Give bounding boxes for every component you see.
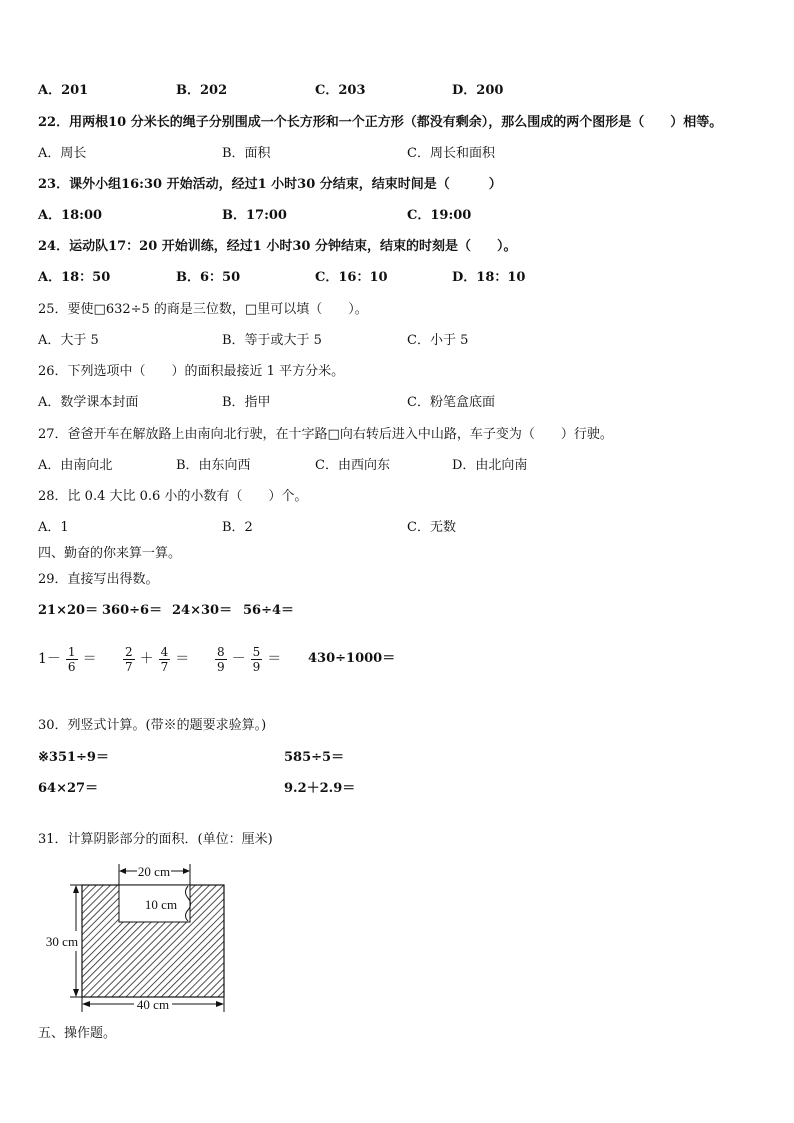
section-5-heading: 五、操作题。 xyxy=(38,1026,117,1041)
q27-option-c: C．由西向东 xyxy=(315,458,390,473)
fraction xyxy=(66,645,78,674)
q23-option-c: C．19:00 xyxy=(407,208,472,223)
q22-option-b: B．面积 xyxy=(222,146,271,161)
q29-expr-3: 24×30＝ xyxy=(172,603,233,618)
q28-stem: 28．比 0.4 大比 0.6 小的小数有（ ）个。 xyxy=(38,489,308,504)
inner-dim-label: 10 cm xyxy=(144,897,178,912)
q30-stem: 30．列竖式计算。(带※的题要求验算。) xyxy=(38,718,267,733)
q24-option-d: D．18：10 xyxy=(452,270,526,285)
top-dim-arrow-left xyxy=(119,868,126,874)
denominator: 9 xyxy=(252,659,261,674)
denominator: 7 xyxy=(125,659,133,674)
q28-option-c: C．无数 xyxy=(407,520,456,535)
equals: ＝ xyxy=(267,651,282,667)
q26-option-a: A．数学课本封面 xyxy=(38,395,139,410)
fraction xyxy=(215,645,227,674)
top-dim-label: 20 cm xyxy=(137,864,171,879)
q24-option-c: C．16：10 xyxy=(315,270,388,285)
numerator: 4 xyxy=(160,644,169,659)
q29-expr-2: 360÷6＝ xyxy=(102,603,163,618)
bottom-dim-label: 40 cm xyxy=(136,997,170,1012)
q21-option-c: C．203 xyxy=(315,83,366,98)
operator: － xyxy=(231,651,246,667)
q22-option-a: A．周长 xyxy=(38,146,87,161)
numerator: 8 xyxy=(217,644,225,659)
q27-option-d: D．由北向南 xyxy=(452,458,528,473)
q29-stem: 29．直接写出得数。 xyxy=(38,572,159,587)
q25-option-b: B．等于或大于 5 xyxy=(222,333,322,348)
q31-stem: 31．计算阴影部分的面积．(单位：厘米) xyxy=(38,832,273,847)
q28-option-a: A．1 xyxy=(38,520,69,535)
top-dim-arrow-right xyxy=(183,868,190,874)
q27-option-b: B．由东向西 xyxy=(176,458,251,473)
equals: ＝ xyxy=(82,651,97,667)
q21-option-a: A．201 xyxy=(38,83,89,98)
fraction xyxy=(123,645,135,674)
left-dim-arrow-bottom xyxy=(73,989,79,997)
bottom-dim-arrow-left xyxy=(82,1001,90,1007)
shaded-area-figure xyxy=(40,856,240,1021)
section-4-heading: 四、勤奋的你来算一算。 xyxy=(38,546,182,561)
q24-option-b: B．6：50 xyxy=(176,270,241,285)
q30-item-1: ※351÷9＝ xyxy=(38,750,109,765)
q23-option-a: A．18:00 xyxy=(38,208,103,223)
q24-stem: 24．运动队17：20 开始训练，经过1 小时30 分钟结束，结束的时刻是（ ）。 xyxy=(38,239,517,254)
denominator: 6 xyxy=(67,659,76,674)
denominator: 7 xyxy=(160,659,169,674)
q22-option-c: C．周长和面积 xyxy=(407,146,495,161)
numerator: 5 xyxy=(252,644,261,659)
denominator: 9 xyxy=(217,659,225,674)
numerator: 2 xyxy=(125,644,133,659)
q22-stem: 22．用两根10 分米长的绳子分别围成一个长方形和一个正方形（都没有剩余），那么围成的两个图形是（ ）相等。 xyxy=(38,115,723,130)
fraction xyxy=(251,645,263,674)
q30-item-2: 585÷5＝ xyxy=(284,750,345,765)
left-dim-arrow-top xyxy=(73,885,79,893)
q29-fraction-expr-2 xyxy=(120,642,191,676)
numerator: 1 xyxy=(67,644,76,659)
bottom-dim-arrow-right xyxy=(216,1001,224,1007)
q25-option-a: A．大于 5 xyxy=(38,333,99,348)
equals: ＝ xyxy=(175,651,190,667)
fraction xyxy=(159,645,171,674)
q21-option-d: D．200 xyxy=(452,83,504,98)
left-dim-label: 30 cm xyxy=(45,934,79,949)
q26-stem: 26．下列选项中（ ）的面积最接近 1 平方分米。 xyxy=(38,364,345,379)
operator: ＋ xyxy=(139,651,154,667)
q28-option-b: B．2 xyxy=(222,520,253,535)
q29-expr-4: 56÷4＝ xyxy=(243,603,295,618)
q29-expr-1: 21×20＝ xyxy=(38,603,99,618)
q24-option-a: A．18：50 xyxy=(38,270,111,285)
q25-option-c: C．小于 5 xyxy=(407,333,469,348)
q30-item-4: 9.2＋2.9＝ xyxy=(284,781,356,796)
q29-fraction-expr-1 xyxy=(36,642,99,676)
q25-stem: 25．要使□632÷5 的商是三位数，□里可以填（ ）。 xyxy=(38,302,368,317)
expr-lead: 1－ xyxy=(38,651,61,667)
q29-expr-decimal: 430÷1000＝ xyxy=(308,651,396,666)
q23-option-b: B．17:00 xyxy=(222,208,287,223)
q30-item-3: 64×27＝ xyxy=(38,781,99,796)
q27-option-a: A．由南向北 xyxy=(38,458,113,473)
q26-option-c: C．粉笔盒底面 xyxy=(407,395,495,410)
q23-stem: 23．课外小组16:30 开始活动，经过1 小时30 分结束，结束时间是（ ） xyxy=(38,177,502,192)
q21-option-b: B．202 xyxy=(176,83,228,98)
q29-fraction-expr-3 xyxy=(212,642,283,676)
q27-stem: 27．爸爸开车在解放路上由南向北行驶，在十字路□向右转后进入中山路，车子变为（ ）行驶。 xyxy=(38,427,613,442)
q26-option-b: B．指甲 xyxy=(222,395,271,410)
